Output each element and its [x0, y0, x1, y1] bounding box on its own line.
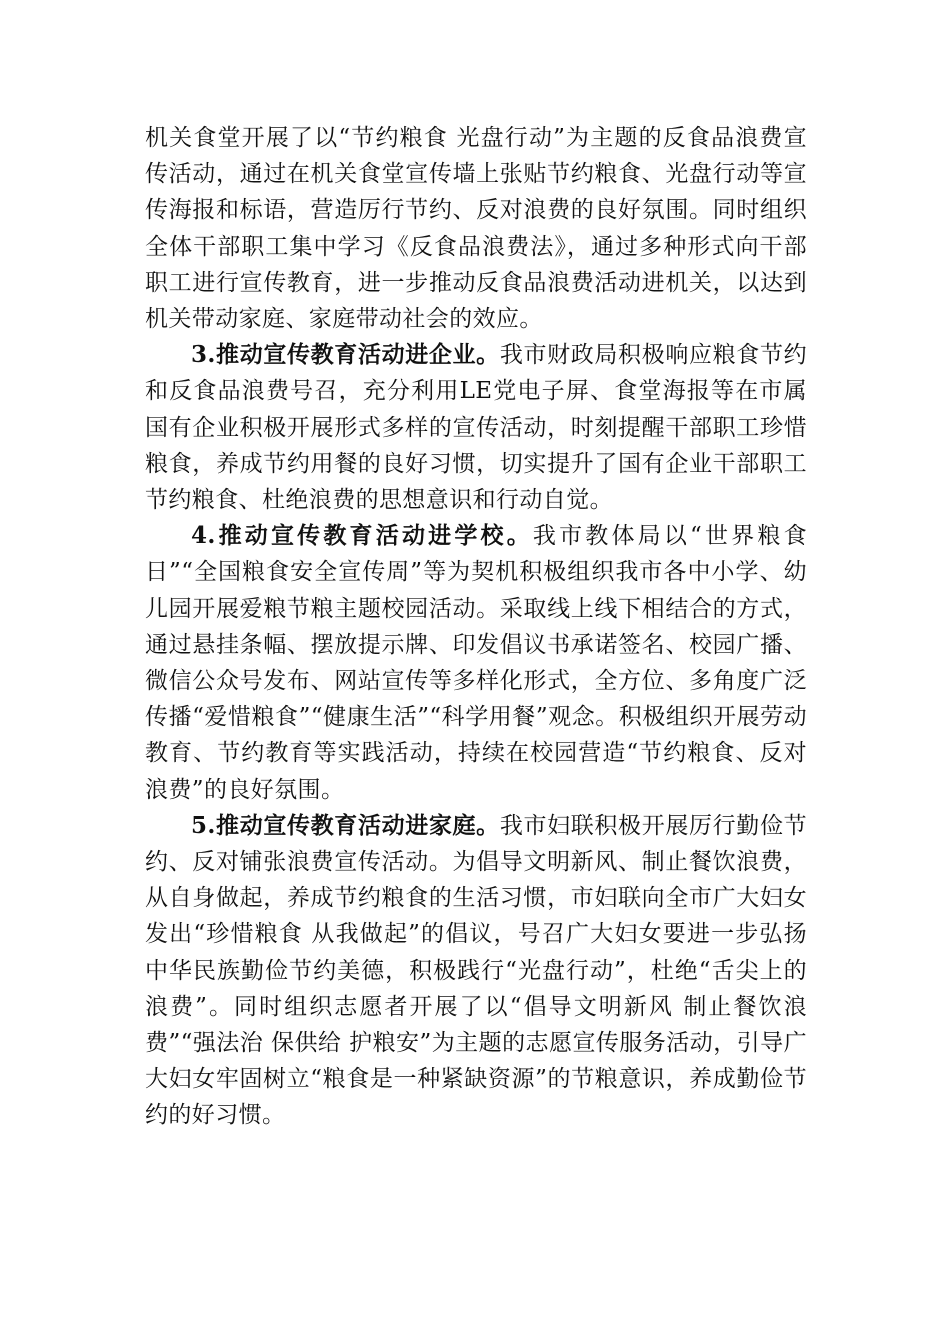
paragraph-family [145, 808, 807, 1134]
paragraph-text: 我市妇联积极开展厉行勤俭节约、反对铺张浪费宣传活动。为倡导文明新风、制止餐饮浪费，从自身做起，养成节约粮食的生活习惯，市妇联向全市广大妇女发出“珍惜粮食 从我做起”的倡议，号召广大妇女要进一步弘扬中华民族勤俭节约美德，积极践行“光盘行动”，杜绝“舌尖上的浪费”。同时组织志愿者开展了以“倡导文明新风 制止餐饮浪费”“强法治 保供给 护粮安”为主题的志愿宣传服务活动，引导广大妇女牢固树立“粮食是一种紧缺资源”的节粮意识，养成勤俭节约的好习惯。 [145, 812, 807, 1129]
paragraph-text: 我市教体局以“世界粮食日”“全国粮食安全宣传周”等为契机积极组织我市各中小学、幼儿园开展爱粮节粮主题校园活动。采取线上线下相结合的方式，通过悬挂条幅、摆放提示牌、印发倡议书承诺签名、校园广播、微信公众号发布、网站宣传等多样化形式，全方位、多角度广泛传播“爱惜粮食”“健康生活”“科学用餐”观念。积极组织开展劳动教育、节约教育等实践活动，持续在校园营造“节约粮食、反对浪费”的良好氛围。 [145, 523, 807, 803]
paragraph-school [145, 518, 807, 808]
section-heading-enterprise: 3.推动宣传教育活动进企业。 [191, 341, 500, 369]
document-body [145, 120, 807, 1134]
paragraph-intro [145, 120, 807, 337]
paragraph-enterprise [145, 337, 807, 518]
section-heading-school: 4.推动宣传教育活动进学校。 [191, 522, 533, 550]
section-heading-family: 5.推动宣传教育活动进家庭。 [191, 811, 500, 839]
paragraph-text: 机关食堂开展了以“节约粮食 光盘行动”为主题的反食品浪费宣传活动，通过在机关食堂宣传墙上张贴节约粮食、光盘行动等宣传海报和标语，营造厉行节约、反对浪费的良好氛围。同时组织全体干部职工集中学习《反食品浪费法》，通过多种形式向干部职工进行宣传教育，进一步推动反食品浪费活动进机关，以达到机关带动家庭、家庭带动社会的效应。 [145, 125, 807, 333]
paragraph-text: 我市财政局积极响应粮食节约和反食品浪费号召，充分利用LE党电子屏、食堂海报等在市属国有企业积极开展形式多样的宣传活动，时刻提醒干部职工珍惜粮食，养成节约用餐的良好习惯，切实提升了国有企业干部职工节约粮食、杜绝浪费的思想意识和行动自觉。 [145, 342, 807, 514]
